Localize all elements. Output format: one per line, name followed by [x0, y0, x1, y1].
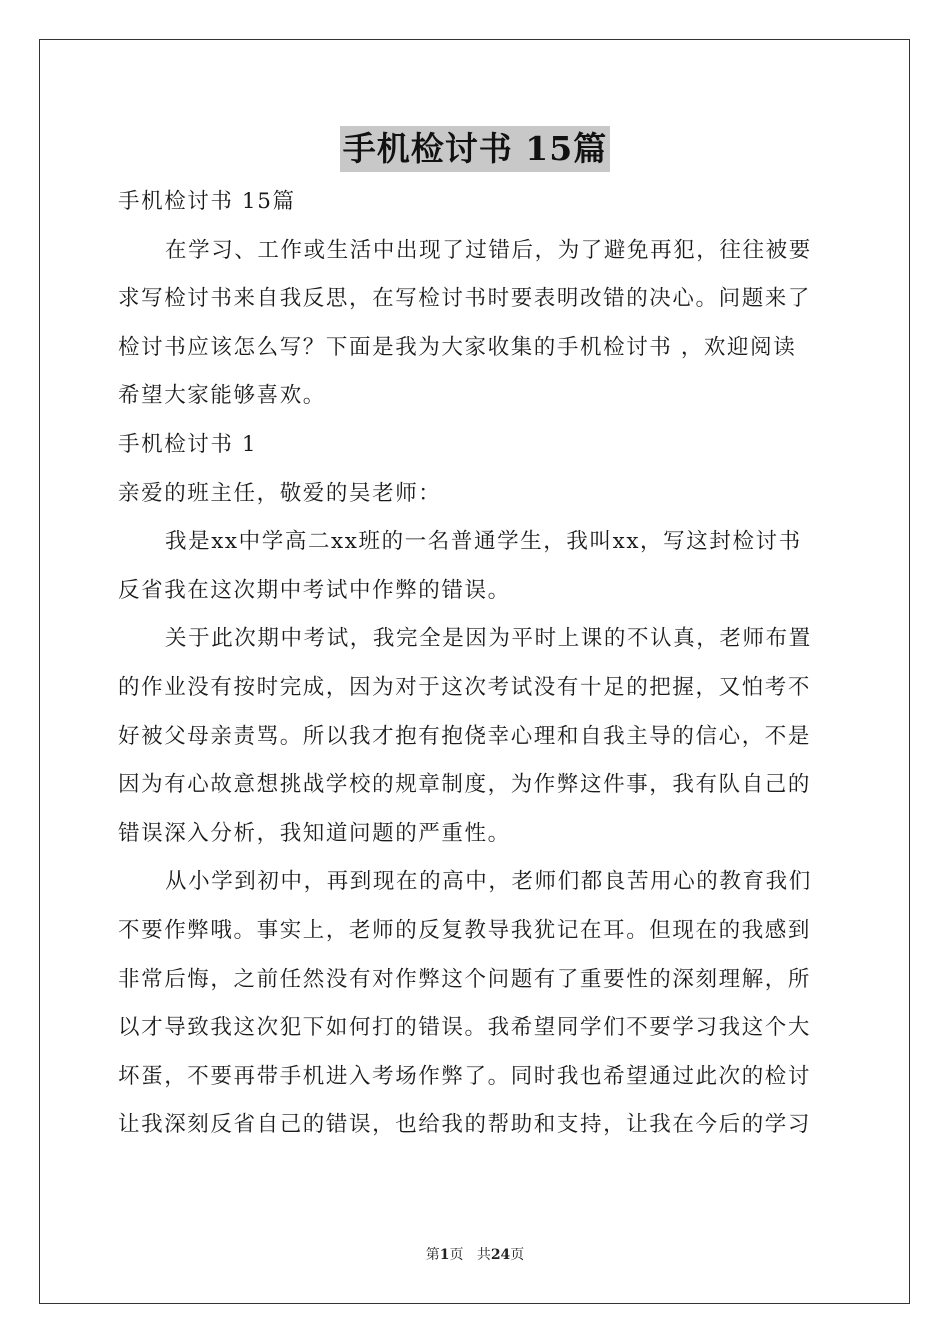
text-line: 反省我在这次期中考试中作弊的错误。 [118, 577, 511, 603]
text-line: 求写检讨书来自我反思，在写检讨书时要表明改错的决心。问题来了 [118, 286, 812, 312]
text-line: 检讨书应该怎么写？下面是我为大家收集的手机检讨书 ，欢迎阅读 [118, 334, 797, 360]
text-line: 手机检讨书 15篇 [118, 189, 296, 214]
text-line: 以才导致我这次犯下如何打的错误。我希望同学们不要学习我这个大 [118, 1015, 812, 1041]
text-line: 错误深入分析，我知道问题的严重性。 [118, 820, 511, 846]
text-line: 关于此次期中考试，我完全是因为平时上课的不认真，老师布置 [165, 626, 812, 652]
page-footer [0, 1246, 950, 1264]
page-suffix: 页 [449, 1247, 464, 1263]
text-line: 好被父母亲责骂。所以我才抱有抱侥幸心理和自我主导的信心，不是 [118, 723, 812, 749]
document-title: 手机检讨书 15篇 [340, 126, 610, 172]
text-line: 我是xx中学高二xx班的一名普通学生，我叫xx，写这封检讨书 [165, 529, 802, 555]
text-line: 在学习、工作或生活中出现了过错后，为了避免再犯，往往被要 [165, 237, 812, 263]
text-line: 不要作弊哦。事实上，老师的反复教导我犹记在耳。但现在的我感到 [118, 917, 812, 943]
text-line: 坏蛋，不要再带手机进入考场作弊了。同时我也希望通过此次的检讨 [118, 1063, 812, 1089]
total-suffix: 页 [510, 1247, 525, 1263]
page-prefix: 第 [425, 1247, 440, 1263]
text-line: 让我深刻反省自己的错误，也给我的帮助和支持，让我在今后的学习 [118, 1112, 812, 1138]
total-prefix: 共 [476, 1247, 491, 1263]
page-number: 1 [439, 1247, 450, 1263]
text-line: 非常后悔，之前任然没有对作弊这个问题有了重要性的深刻理解，所 [118, 966, 812, 992]
text-line: 手机检讨书 1 [118, 431, 258, 457]
text-line: 亲爱的班主任，敬爱的吴老师： [118, 480, 442, 506]
total-pages: 24 [490, 1247, 511, 1263]
text-line: 希望大家能够喜欢。 [118, 383, 326, 409]
document-body [118, 178, 834, 1150]
title-wrap [0, 126, 950, 172]
text-line: 从小学到初中，再到现在的高中，老师们都良苦用心的教育我们 [165, 869, 812, 895]
text-line: 因为有心故意想挑战学校的规章制度，为作弊这件事，我有队自己的 [118, 772, 812, 798]
text-line: 的作业没有按时完成，因为对于这次考试没有十足的把握，又怕考不 [118, 674, 812, 700]
